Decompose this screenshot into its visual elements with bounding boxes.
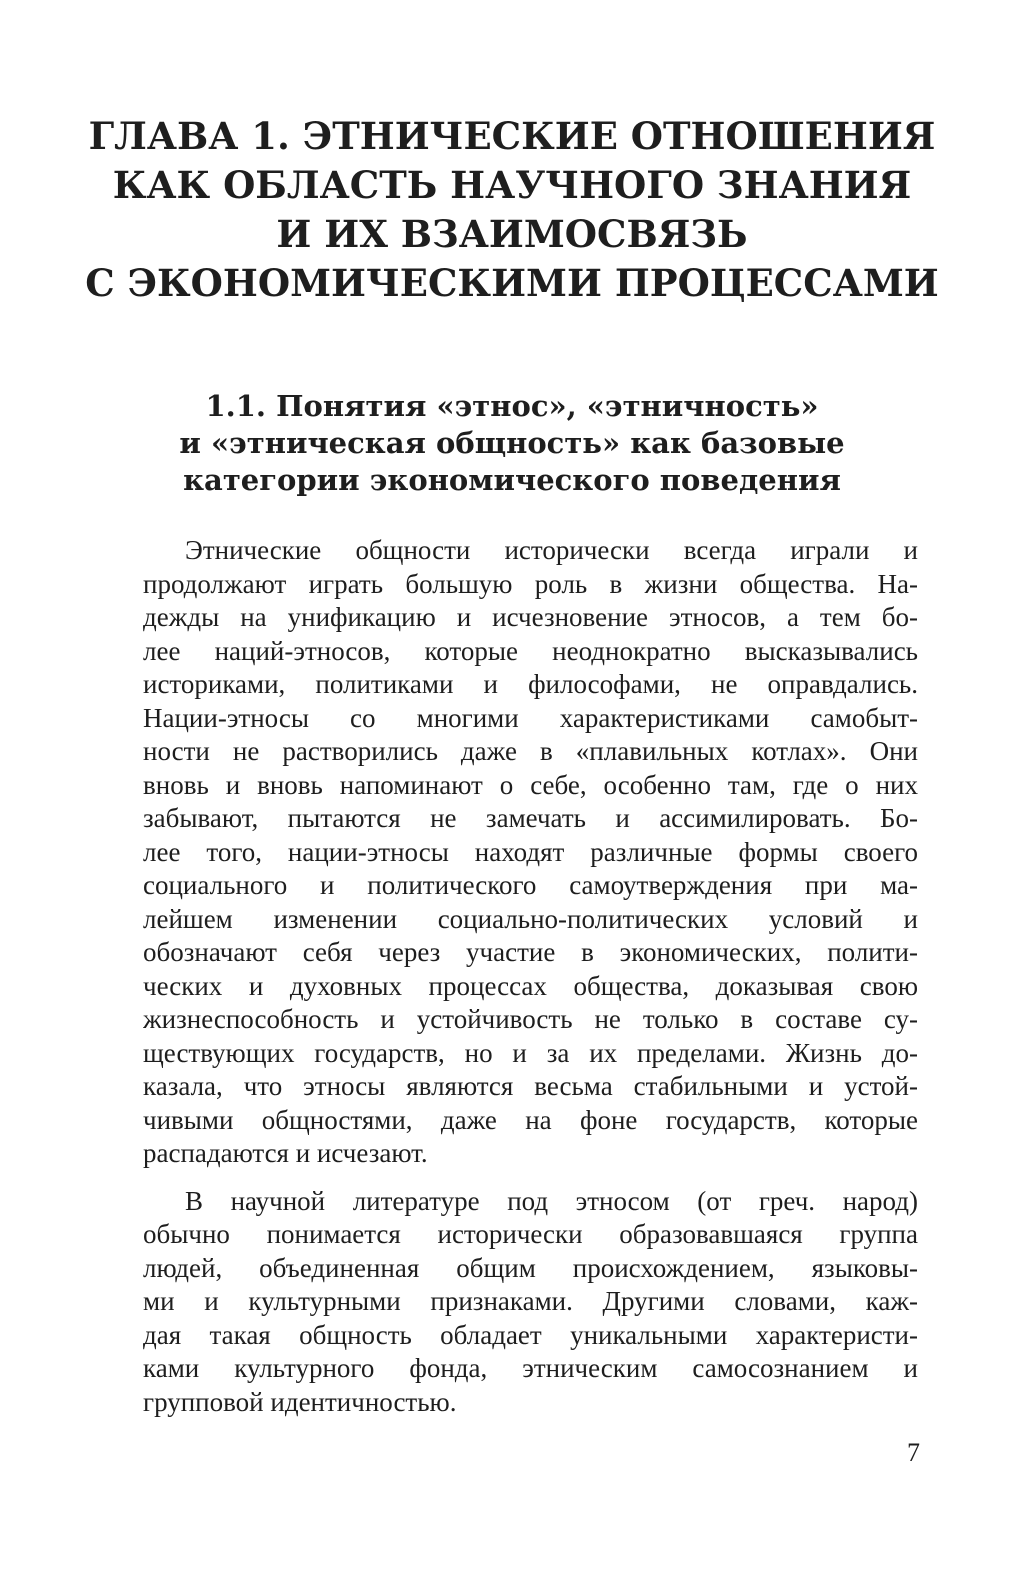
text-line: ществующих государств, но и за их пределами. Жизнь до- — [143, 1037, 918, 1068]
section-title-line: 1.1. Понятия «этнос», «этничность» — [205, 389, 819, 423]
text-line: обычно понимается исторически образовавшаяся группа — [143, 1219, 918, 1249]
chapter-title-line: С ЭКОНОМИЧЕСКИМИ ПРОЦЕССАМИ — [85, 261, 939, 305]
text-line: лее наций-этносов, которые неоднократно высказывались — [143, 635, 918, 666]
text-line: людей, объединенная общим происхождением, языковы- — [143, 1252, 918, 1283]
text-line: казала, что этносы являются весьма стабильными и устой- — [143, 1071, 918, 1101]
body-text — [143, 534, 918, 1419]
text-line: продолжают играть большую роль в жизни общества. На- — [143, 568, 918, 599]
text-line: ности не растворились даже в «плавильных котлах». Они — [143, 736, 918, 766]
paragraph-2 — [143, 1185, 918, 1420]
text-line: чивыми общностями, даже на фоне государств, которые — [143, 1104, 918, 1135]
text-line: Этнические общности исторически всегда играли и — [185, 535, 918, 565]
text-line: групповой идентичностью. — [143, 1386, 457, 1417]
text-line: лейшем изменении социально-политических условий и — [143, 903, 918, 934]
chapter-title-line: КАК ОБЛАСТЬ НАУЧНОГО ЗНАНИЯ — [112, 163, 912, 207]
chapter-title-line: ГЛАВА 1. ЭТНИЧЕСКИЕ ОТНОШЕНИЯ — [88, 114, 936, 158]
text-line: ми и культурными признаками. Другими словами, каж- — [143, 1286, 918, 1316]
text-line: вновь и вновь напоминают о себе, особенно там, где о них — [143, 769, 918, 800]
chapter-title — [80, 112, 944, 308]
page-number: 7 — [907, 1438, 920, 1467]
text-line: распадаются и исчезают. — [143, 1138, 428, 1168]
section-title-line: категории экономического поведения — [183, 463, 841, 497]
text-line: дая такая общность обладает уникальными характеристи- — [143, 1319, 918, 1350]
text-line: ками культурного фонда, этническим самосознанием и — [143, 1353, 918, 1383]
section-title-line: и «этническая общность» как базовые — [179, 426, 845, 460]
text-line: В научной литературе под этносом (от греч. народ) — [185, 1185, 918, 1216]
text-line: дежды на унификацию и исчезновение этносов, а тем бо- — [143, 602, 918, 632]
section-title — [120, 388, 904, 499]
text-line: Нации-этносы со многими характеристиками самобыт- — [143, 702, 918, 733]
paragraph-1 — [143, 534, 918, 1171]
text-line: забывают, пытаются не замечать и ассимилировать. Бо- — [143, 803, 918, 833]
text-line: социального и политического самоутверждения при ма- — [143, 870, 918, 900]
text-line: лее того, нации-этносы находят различные формы своего — [143, 836, 918, 867]
text-line: историками, политиками и философами, не оправдались. — [143, 669, 918, 699]
chapter-title-line: И ИХ ВЗАИМОСВЯЗЬ — [276, 212, 748, 256]
text-line: жизнеспособность и устойчивость не только в составе су- — [143, 1004, 918, 1034]
text-line: ческих и духовных процессах общества, доказывая свою — [143, 970, 918, 1001]
text-line: обозначают себя через участие в экономических, полити- — [143, 937, 918, 967]
